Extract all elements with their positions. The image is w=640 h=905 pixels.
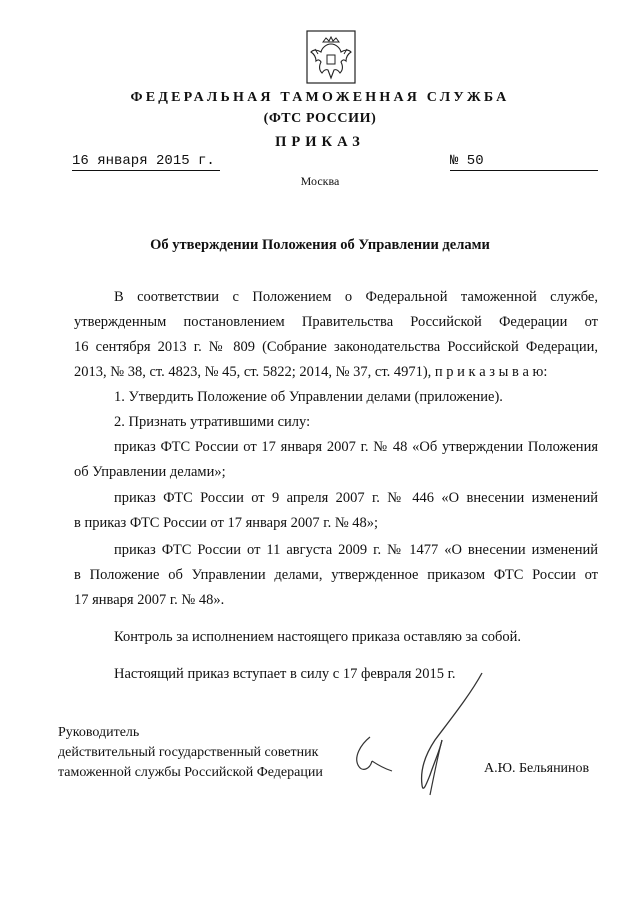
agency-name: ФЕДЕРАЛЬНАЯ ТАМОЖЕННАЯ СЛУЖБА xyxy=(130,90,510,105)
agency-short-name: (ФТС РОССИИ) xyxy=(263,111,377,126)
repeal-paragraph-3 xyxy=(74,538,598,613)
preamble-line: 2013, № 38, ст. 4823, № 45, ст. 5822; 2014, № 37, ст. 4971), п р и к а з ы в а ю: xyxy=(74,364,548,380)
repeal-line: 17 января 2007 г. № 48». xyxy=(74,592,225,608)
repeal-line: в приказ ФТС России от 17 января 2007 г. № 48»; xyxy=(74,515,379,531)
document-type-title: ПРИКАЗ xyxy=(275,134,365,150)
repeal-line: приказ ФТС России от 9 апреля 2007 г. № 446 «О внесении изменений xyxy=(114,490,598,506)
preamble-line: утвержденным постановлением Правительства Российской Федерации от xyxy=(74,314,598,330)
repeal-line: об Управлении делами»; xyxy=(74,464,226,480)
repeal-paragraph-2 xyxy=(74,486,598,536)
signatory-title-line: Руководитель xyxy=(58,725,140,740)
control-clause: Контроль за исполнением настоящего приказа оставляю за собой. xyxy=(114,629,522,645)
order-subject: Об утверждении Положения об Управлении делами xyxy=(150,237,490,253)
signatory-title-line: действительный государственный советник xyxy=(58,745,319,760)
order-number: № 50 xyxy=(450,153,598,171)
item-2: 2. Признать утратившими силу: xyxy=(114,414,311,430)
handwritten-signature-icon xyxy=(330,665,490,805)
repeal-line: приказ ФТС России от 11 августа 2009 г. № 1477 «О внесении изменений xyxy=(114,542,598,558)
effective-date-clause: Настоящий приказ вступает в силу с 17 февраля 2015 г. xyxy=(114,666,456,682)
preamble-line: 16 сентября 2013 г. № 809 (Собрание законодательства Российской Федерации, xyxy=(74,339,598,355)
repeal-line: приказ ФТС России от 17 января 2007 г. № 48 «Об утверждении Положения xyxy=(114,439,598,455)
order-date: 16 января 2015 г. xyxy=(72,153,220,171)
item-1: 1. Утвердить Положение об Управлении делами (приложение). xyxy=(114,389,503,405)
order-city: Москва xyxy=(300,174,340,188)
signatory-title-line: таможенной службы Российской Федерации xyxy=(58,765,323,780)
repeal-paragraph-1 xyxy=(74,435,598,485)
preamble-line: В соответствии с Положением о Федеральной таможенной службе, xyxy=(114,289,598,305)
preamble-paragraph xyxy=(74,285,598,385)
coat-of-arms-emblem-icon xyxy=(306,30,356,84)
signatory-name: А.Ю. Бельянинов xyxy=(484,761,590,776)
signatory-title xyxy=(58,723,323,783)
repeal-line: в Положение об Управлении делами, утвержденное приказом ФТС России от xyxy=(74,567,598,583)
